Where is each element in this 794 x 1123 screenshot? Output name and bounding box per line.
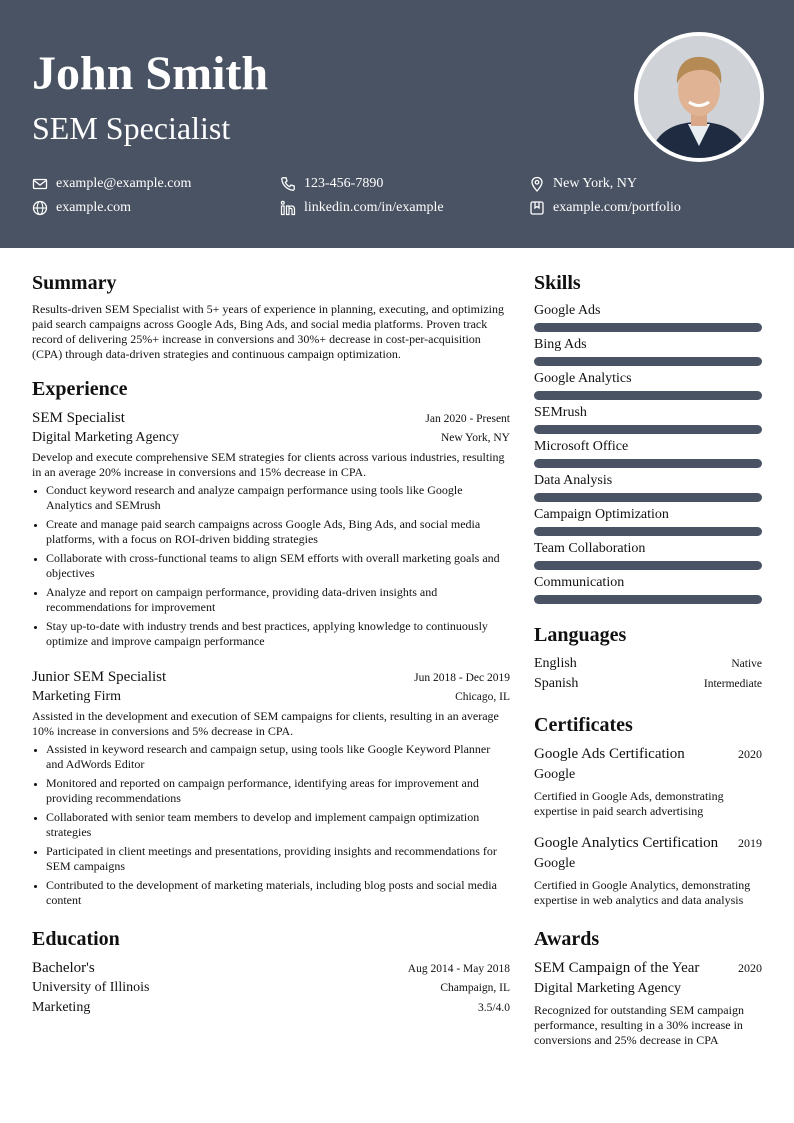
skills-heading: Skills	[534, 272, 581, 294]
contact-location	[529, 172, 637, 196]
job-bullets	[32, 742, 510, 908]
experience-heading: Experience	[32, 378, 128, 400]
skill-item	[534, 472, 762, 502]
award-year: 2020	[738, 961, 762, 975]
candidate-name: John Smith	[32, 47, 269, 100]
globe-icon	[32, 200, 48, 216]
skill-name: SEMrush	[534, 405, 587, 420]
skill-level-bar	[534, 595, 762, 604]
resume-header	[0, 0, 794, 248]
job-description: Assisted in the development and execution of SEM campaigns for clients, resulting in an average 10% increase in conversions and 5% decrease in CPA.	[32, 709, 499, 738]
skill-name: Microsoft Office	[534, 439, 629, 454]
contact-website[interactable]	[32, 196, 131, 220]
skill-name: Communication	[534, 575, 625, 590]
experience-section	[32, 376, 510, 908]
job-bullet: • Collaborate with cross-functional teams to align SEM efforts with overall marketing goals and objectives	[46, 551, 510, 581]
job-bullet: • Create and manage paid search campaigns across Google Ads, Bing Ads, and social media platforms, with a focus on ROI-driven bidding strategies	[46, 517, 510, 547]
contact-portfolio[interactable]	[529, 196, 681, 220]
job-bullet: • Contributed to the development of marketing materials, including blog posts and social media content	[46, 878, 510, 908]
skill-item	[534, 404, 762, 434]
job-location: Chicago, IL	[455, 691, 510, 703]
job-bullets	[32, 483, 510, 649]
skill-item	[534, 574, 762, 604]
certificate-year: 2020	[738, 747, 762, 761]
certificates-section	[534, 712, 762, 908]
profile-photo-image	[638, 36, 760, 158]
summary-section	[32, 270, 510, 362]
contact-location-text: New York, NY	[553, 176, 638, 191]
job-bullet: • Monitored and reported on campaign performance, identifying areas for improvement and providing recommendations	[46, 776, 510, 806]
skill-name: Campaign Optimization	[534, 507, 669, 522]
language-name: English	[534, 656, 577, 671]
skill-level-bar	[534, 357, 762, 366]
certificate-issuer: Google	[534, 856, 576, 871]
job-entry	[32, 667, 510, 908]
job-dates: Jun 2018 - Dec 2019	[414, 672, 510, 684]
certificate-description: Certified in Google Analytics, demonstrating expertise in web analytics and data analysis	[534, 878, 751, 907]
contact-linkedin-text: linkedin.com/in/example	[304, 200, 444, 215]
location-icon	[529, 176, 545, 192]
skill-level-bar	[534, 493, 762, 502]
contact-website-text: example.com	[56, 200, 132, 215]
award-description: Recognized for outstanding SEM campaign performance, resulting in a 30% increase in conversions and 25% decrease in CPA	[534, 1003, 744, 1047]
profile-photo	[634, 32, 764, 162]
job-dates: Jan 2020 - Present	[425, 413, 510, 425]
skill-item	[534, 370, 762, 400]
contact-list	[32, 172, 772, 220]
job-bullet: • Collaborated with senior team members to develop and implement campaign optimization strategies	[46, 810, 510, 840]
job-entry	[32, 408, 510, 649]
phone-icon	[280, 176, 296, 192]
contact-phone[interactable]	[280, 172, 383, 196]
skill-name: Data Analysis	[534, 473, 613, 488]
skill-name: Team Collaboration	[534, 541, 646, 556]
mail-icon	[32, 176, 48, 192]
certificates-heading: Certificates	[534, 714, 633, 736]
award-item	[534, 958, 762, 1048]
skill-name: Google Ads	[534, 303, 601, 318]
award-issuer: Digital Marketing Agency	[534, 981, 681, 996]
education-gpa: 3.5/4.0	[478, 1002, 510, 1014]
linkedin-icon	[280, 200, 296, 216]
awards-heading: Awards	[534, 928, 600, 950]
skill-item	[534, 336, 762, 366]
contact-email[interactable]	[32, 172, 191, 196]
education-degree: Bachelor's	[32, 960, 95, 976]
award-title: SEM Campaign of the Year	[534, 960, 700, 976]
certificate-issuer: Google	[534, 767, 576, 782]
job-company: Digital Marketing Agency	[32, 430, 179, 445]
skill-level-bar	[534, 425, 762, 434]
job-company: Marketing Firm	[32, 689, 122, 704]
certificate-year: 2019	[738, 836, 762, 850]
skill-item	[534, 302, 762, 332]
education-heading: Education	[32, 928, 120, 950]
candidate-title: SEM Specialist	[32, 110, 231, 146]
job-role: Junior SEM Specialist	[32, 669, 167, 685]
summary-text: Results-driven SEM Specialist with 5+ years of experience in planning, executing, and optimizing paid search campaigns across Google Ads, Bing Ads, and social media platforms. Proven track record of delivering 25%+ increase in conversions and 30%+ decrease in cost-per-acquisition (CPA) through data-driven strategies and continuous campaign optimization.	[32, 302, 504, 361]
language-name: Spanish	[534, 676, 579, 691]
skill-level-bar	[534, 459, 762, 468]
job-bullet: • Participated in client meetings and presentations, providing insights and recommendations for SEM campaigns	[46, 844, 510, 874]
job-bullet: • Analyze and report on campaign performance, providing data-driven insights and recommendations for improvement	[46, 585, 510, 615]
skill-name: Google Analytics	[534, 371, 632, 386]
contact-linkedin[interactable]	[280, 196, 444, 220]
education-section	[32, 926, 510, 1018]
job-bullet: • Stay up-to-date with industry trends and best practices, applying knowledge to continuously optimize and improve campaign performance	[46, 619, 510, 649]
certificate-item	[534, 833, 762, 908]
summary-heading: Summary	[32, 272, 117, 294]
skill-item	[534, 540, 762, 570]
certificate-title: Google Analytics Certification	[534, 835, 719, 851]
job-location: New York, NY	[440, 432, 510, 444]
skill-item	[534, 506, 762, 536]
languages-section	[534, 622, 762, 694]
portfolio-icon	[529, 200, 545, 216]
right-column	[534, 270, 762, 1062]
skill-level-bar	[534, 323, 762, 332]
certificate-item	[534, 744, 762, 819]
skill-item	[534, 438, 762, 468]
certificate-title: Google Ads Certification	[534, 746, 685, 762]
education-school: University of Illinois	[32, 980, 150, 995]
skill-level-bar	[534, 391, 762, 400]
job-description: Develop and execute comprehensive SEM strategies for clients across various industries, resulting in an average 20% increase in conversions and 15% decrease in CPA.	[32, 450, 505, 479]
job-role: SEM Specialist	[32, 410, 125, 426]
skills-section	[534, 270, 762, 604]
skill-level-bar	[534, 561, 762, 570]
education-dates: Aug 2014 - May 2018	[407, 963, 510, 975]
awards-section	[534, 926, 762, 1048]
language-level: Intermediate	[703, 678, 762, 690]
skill-name: Bing Ads	[534, 337, 587, 352]
job-bullet: • Assisted in keyword research and campaign setup, using tools like Google Keyword Planner and AdWords Editor	[46, 742, 510, 772]
skill-level-bar	[534, 527, 762, 536]
education-location: Champaign, IL	[440, 982, 510, 994]
contact-email-text: example@example.com	[56, 176, 192, 191]
certificate-description: Certified in Google Ads, demonstrating expertise in paid search advertising	[534, 789, 724, 818]
contact-phone-text: 123-456-7890	[304, 176, 384, 191]
education-field: Marketing	[32, 1000, 91, 1015]
contact-portfolio-text: example.com/portfolio	[553, 200, 681, 215]
languages-heading: Languages	[534, 624, 627, 646]
job-bullet: • Conduct keyword research and analyze campaign performance using tools like Google Analytics and SEMrush	[46, 483, 510, 513]
left-column	[32, 270, 510, 1032]
language-level: Native	[731, 658, 762, 670]
